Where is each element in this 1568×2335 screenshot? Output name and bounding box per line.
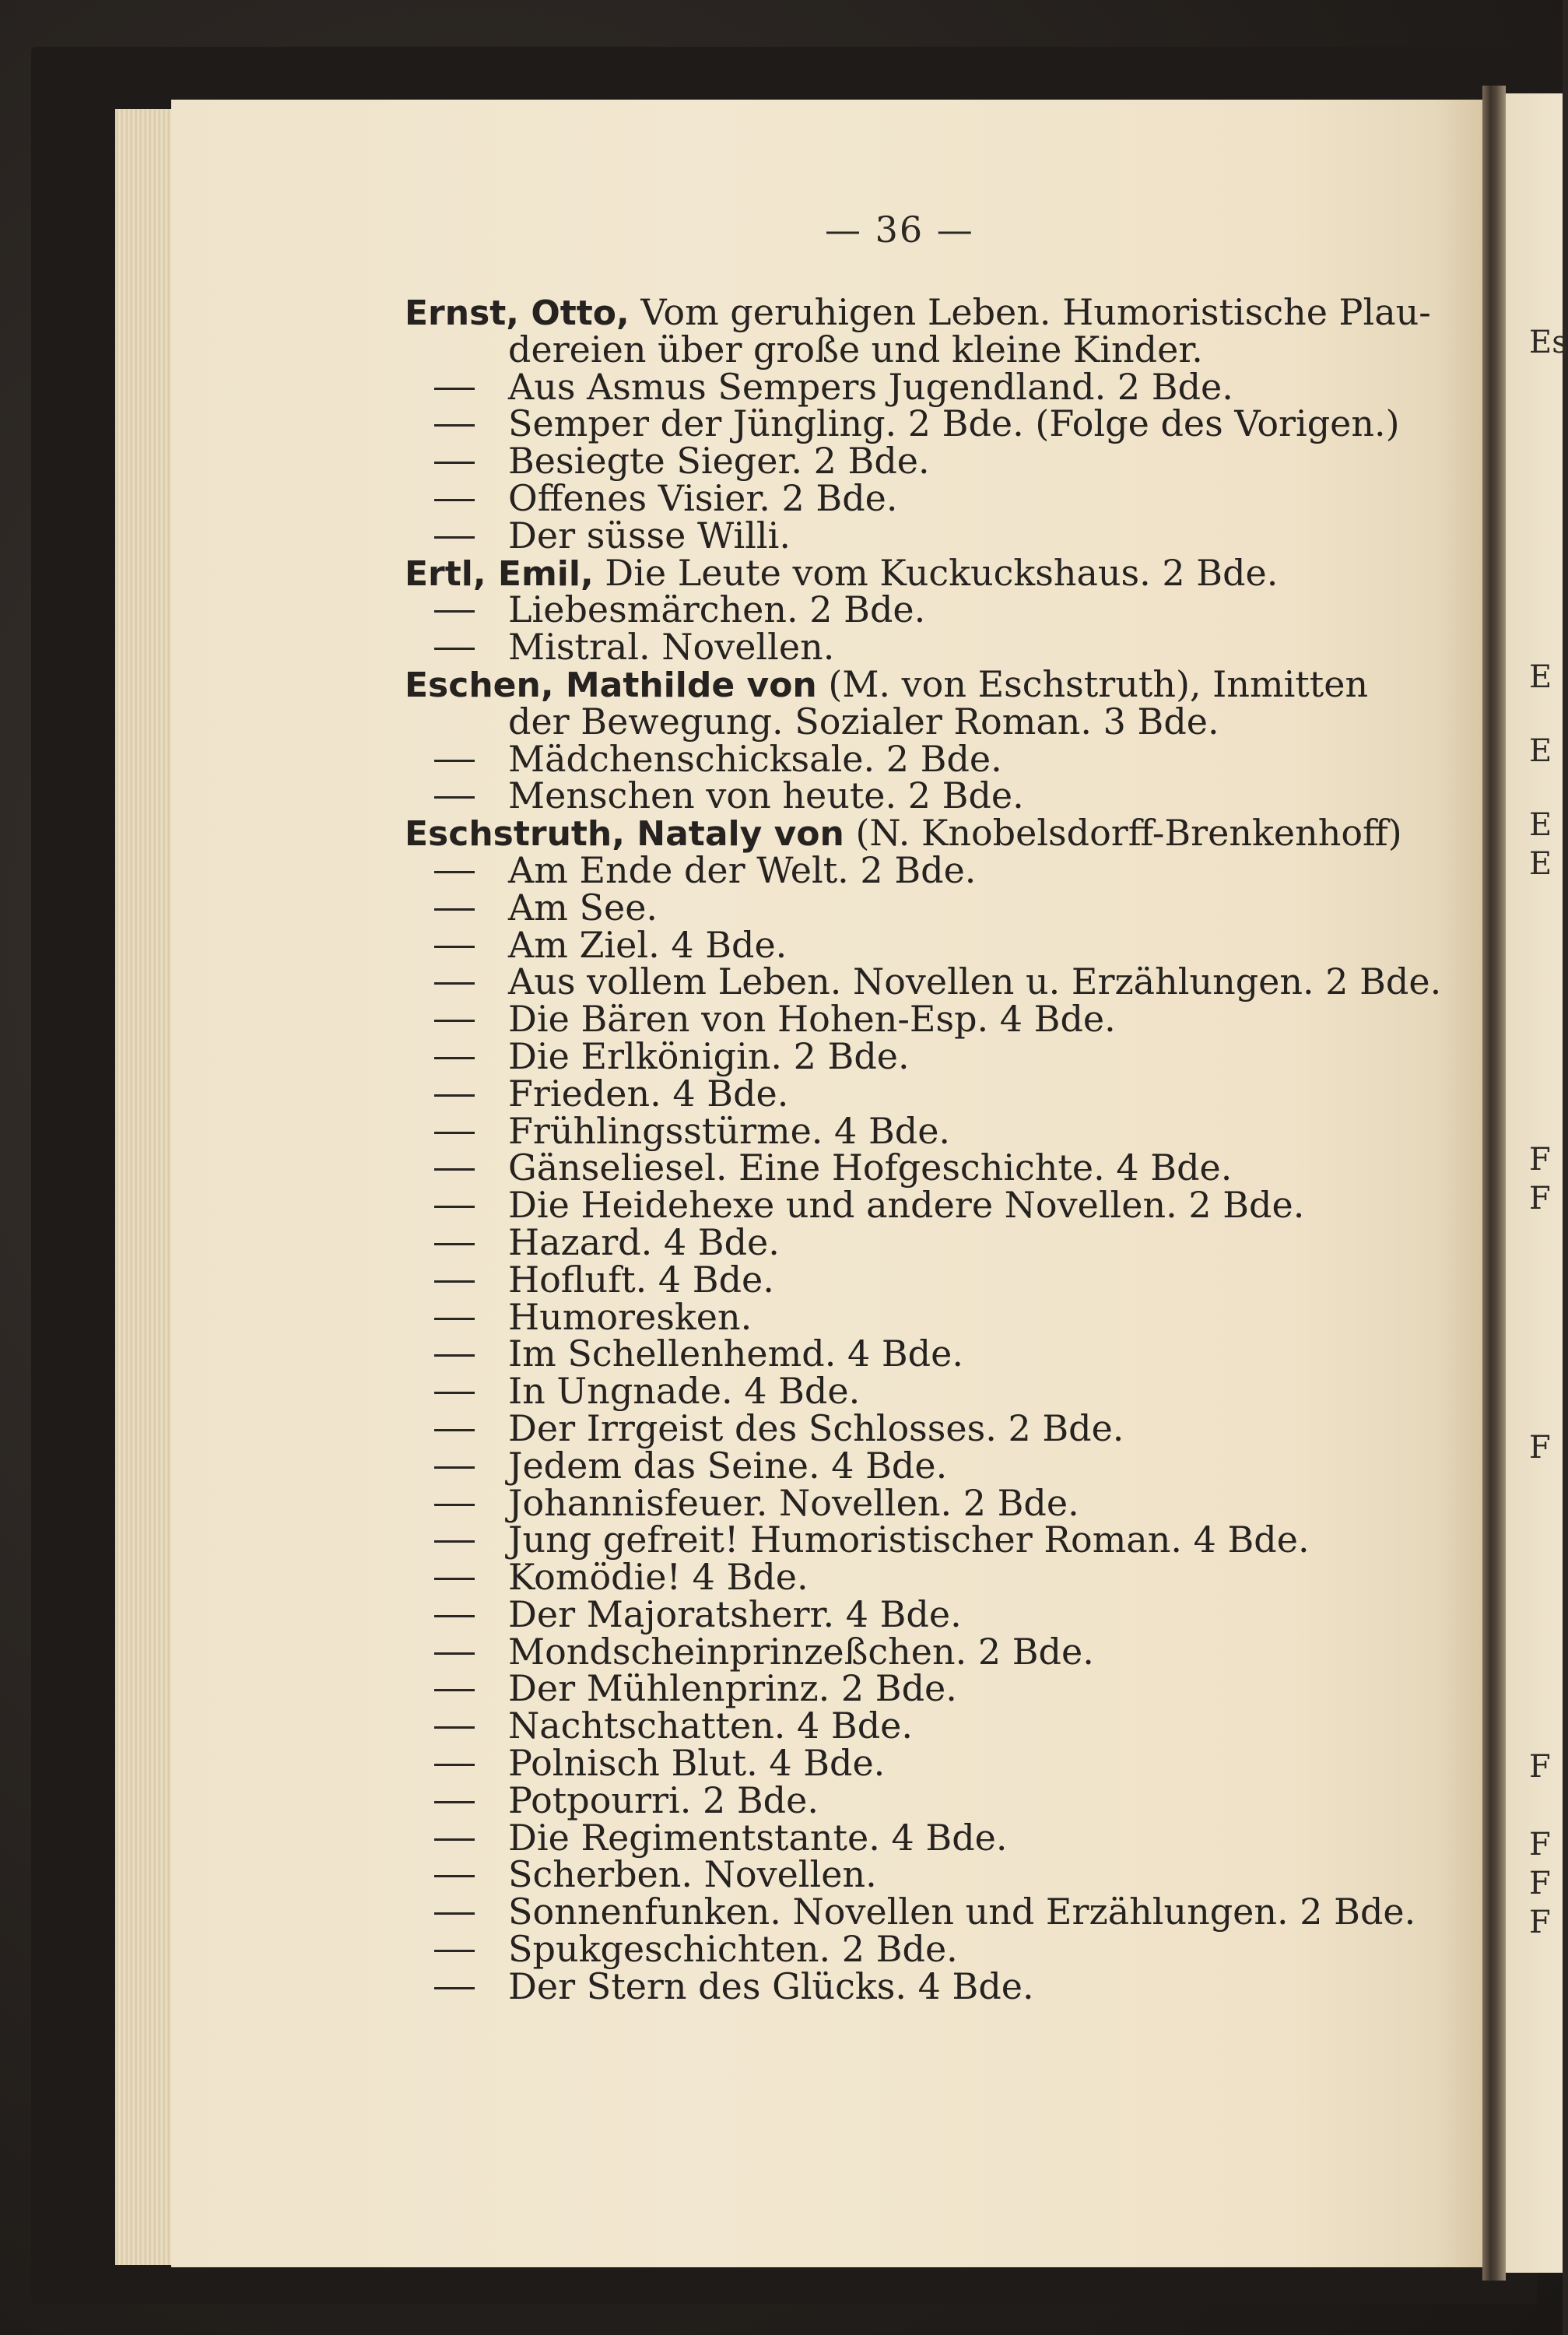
author-entry [405,551,1416,594]
title-entry [405,365,1416,408]
book-title: Gänseliesel. Eine Hofgeschichte. 4 Bde. [508,1146,1233,1189]
book-title: Scherben. Novellen. [508,1853,877,1896]
book-title: Aus vollem Leben. Novellen u. Erzählungen. 2 Bde. [508,960,1442,1003]
title-entry [405,1072,1416,1115]
title-entry [405,1742,1416,1785]
title-entry [405,1333,1416,1375]
book-title: Johannisfeuer. Novellen. 2 Bde. [508,1481,1079,1524]
right-page-fragment: E [1529,807,1552,843]
entry-text: Vom geruhigen Leben. Humoristische Plau- [629,291,1431,333]
title-entry [405,626,1416,669]
right-page-fragment: F [1529,1430,1551,1466]
title-entry [405,1258,1416,1301]
right-page-fragment: F [1529,1866,1551,1901]
title-entry [405,1184,1416,1227]
title-entry [405,1481,1416,1524]
title-entry [405,737,1416,780]
book-title: Jedem das Seine. 4 Bde. [508,1444,948,1487]
entry-continuation: der Bewegung. Sozialer Roman. 3 Bde. [508,700,1219,743]
book-title: Der Irrgeist des Schlosses. 2 Bde. [508,1406,1124,1449]
book-title: In Ungnade. 4 Bde. [508,1370,861,1413]
title-entry [405,1220,1416,1263]
author-name: Ertl, Emil, [405,553,594,594]
title-entry [405,1519,1416,1561]
book-title: Mistral. Novellen. [508,626,835,669]
title-entry [405,1592,1416,1635]
title-entry [405,402,1416,445]
title-entry [405,1928,1416,1971]
title-entry [405,998,1416,1041]
author-entry [405,812,1416,855]
book-title: Humoresken. [508,1295,752,1338]
title-entry [405,1034,1416,1077]
right-page-fragment: F [1529,1827,1551,1863]
right-page-edge [1506,93,1568,2273]
title-entry [405,886,1416,929]
right-page-fragment: E [1529,659,1552,695]
author-name: Eschen, Mathilde von [405,665,817,705]
book-title: Die Erlkönigin. 2 Bde. [508,1034,910,1077]
book-title: Frieden. 4 Bde. [508,1072,789,1115]
book-title: Offenes Visier. 2 Bde. [508,476,898,519]
title-entry [405,1444,1416,1487]
title-entry [405,1406,1416,1449]
book-title: Frühlingsstürme. 4 Bde. [508,1109,951,1152]
title-entry [405,960,1442,1003]
title-entry [405,923,1416,966]
title-entry [405,1891,1416,1933]
page-number: — 36 — [825,209,974,251]
title-entry [405,1816,1416,1859]
book-title: Semper der Jüngling. 2 Bde. (Folge des Vorigen.) [508,402,1400,445]
author-entry [405,291,1431,333]
book-gutter [1482,86,1506,2281]
author-name: Ernst, Otto, [405,293,630,333]
entry-text: (M. von Eschstruth), Inmitten [816,662,1369,705]
book-title: Hofluft. 4 Bde. [508,1258,774,1301]
title-entry [405,1109,1416,1152]
book-title: Am Ziel. 4 Bde. [508,923,788,966]
entry-text: Die Leute vom Kuckuckshaus. 2 Bde. [593,551,1279,594]
book-title: Im Schellenhemd. 4 Bde. [508,1333,963,1375]
right-page-fragment: Es [1529,325,1568,360]
title-entry [405,1630,1416,1673]
author-entry [405,662,1416,705]
book-title: Potpourri. 2 Bde. [508,1778,819,1821]
title-entry [405,588,1416,631]
title-entry [405,1146,1416,1189]
title-entry [405,1667,1416,1710]
title-entry [405,476,1416,519]
book-title: Hazard. 4 Bde. [508,1220,780,1263]
right-page-fragment: F [1529,1749,1551,1785]
book-title: Spukgeschichten. 2 Bde. [508,1928,958,1971]
title-entry [405,848,1416,891]
book-title: Die Heidehexe und andere Novellen. 2 Bde. [508,1184,1305,1227]
title-entry [405,1295,1416,1338]
book-title: Am Ende der Welt. 2 Bde. [508,848,977,891]
book-title: Liebesmärchen. 2 Bde. [508,588,926,631]
right-page-fragment: F [1529,1142,1551,1178]
book-title: Sonnenfunken. Novellen und Erzählungen. 2 Bde. [508,1891,1416,1933]
book-title: Die Regimentstante. 4 Bde. [508,1816,1008,1859]
book-title: Der süsse Willi. [508,514,791,557]
title-entry [405,774,1416,817]
book-title: Am See. [508,886,658,929]
book-title: Der Majoratsherr. 4 Bde. [508,1592,962,1635]
book-title: Menschen von heute. 2 Bde. [508,774,1024,817]
catalog-entries [405,291,1442,2007]
book-title: Nachtschatten. 4 Bde. [508,1705,914,1747]
book-title: Der Stern des Glücks. 4 Bde. [508,1965,1034,2007]
book-title: Komödie! 4 Bde. [508,1556,809,1599]
book-title: Mondscheinprinzeßchen. 2 Bde. [508,1630,1094,1673]
book-title: Aus Asmus Sempers Jugendland. 2 Bde. [508,365,1233,408]
right-page-fragment: F [1529,1181,1551,1217]
book-title: Jung gefreit! Humoristischer Roman. 4 Bde. [508,1519,1310,1561]
title-entry [405,514,1416,557]
title-entry [405,1705,1416,1747]
right-page-fragment: E [1529,733,1552,769]
title-entry [405,1853,1416,1896]
title-entry [405,440,1416,483]
book-title: Die Bären von Hohen-Esp. 4 Bde. [508,998,1116,1041]
title-entry [405,1556,1416,1599]
entry-text: (N. Knobelsdorff-Brenkenhoff) [844,812,1402,855]
book-title: Besiegte Sieger. 2 Bde. [508,440,930,483]
title-entry [405,1370,1416,1413]
title-entry [405,1965,1416,2007]
entry-continuation: dereien über große und kleine Kinder. [508,328,1203,370]
book-title: Der Mühlenprinz. 2 Bde. [508,1667,957,1710]
title-entry [405,1778,1416,1821]
author-name: Eschstruth, Nataly von [405,814,844,855]
right-page-fragment: E [1529,846,1552,882]
book-title: Polnisch Blut. 4 Bde. [508,1742,886,1785]
right-page-fragment: F [1529,1905,1551,1940]
book-title: Mädchenschicksale. 2 Bde. [508,737,1002,780]
